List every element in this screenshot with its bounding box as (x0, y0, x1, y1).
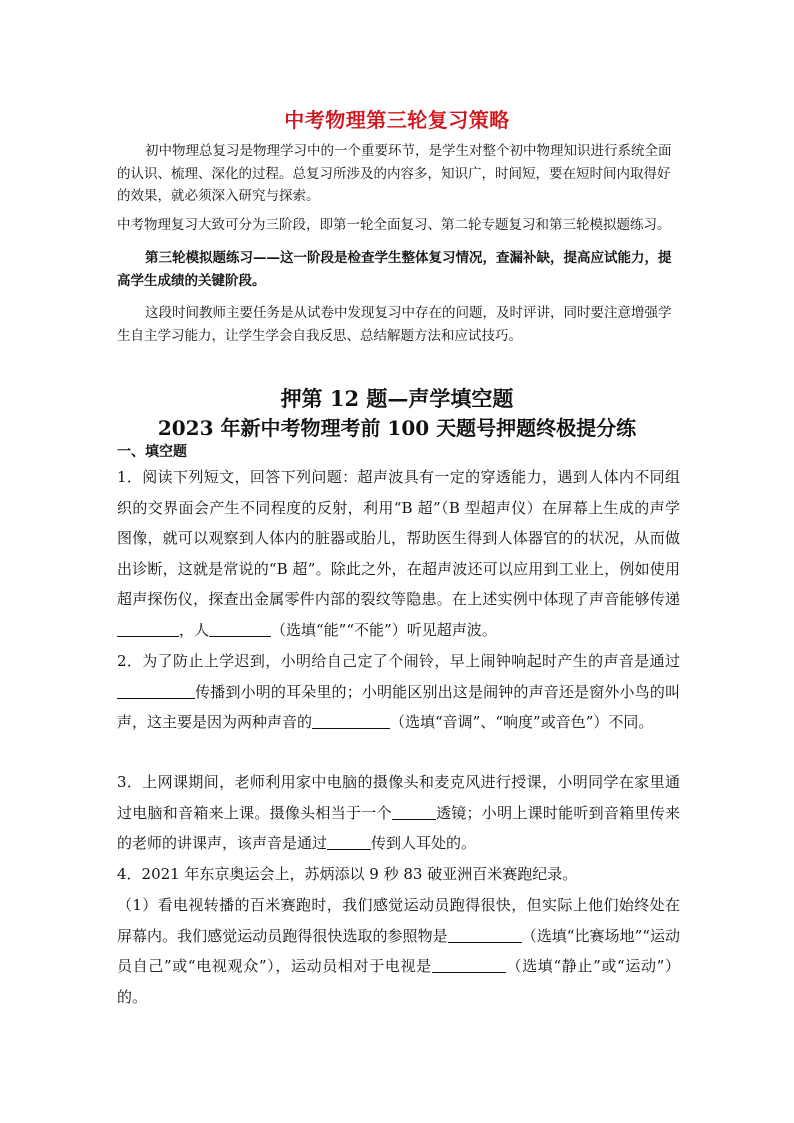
exam-heading: 押第 12 题—声学填空题 (280, 386, 514, 411)
question-3-text-c: 传到人耳处的。 (371, 834, 477, 852)
answer-blank[interactable] (312, 713, 390, 729)
question-3-text-a: 3．上网课期间，老师利用家中电脑的摄像头和麦克风进行授课，小明同学在家里通过电脑和音箱来上课。摄像头相当于一个 (117, 773, 680, 822)
question-4-1-text-b: （选填“比赛场地”“运动员自己”或“电视观众”），运动员相对于电视是 (117, 926, 680, 975)
question-4-1-text-c: （选填“静止”或“运动”）的。 (117, 957, 680, 1006)
question-2-text-c: （选填“音调”、“响度”或音色”）不同。 (390, 713, 654, 731)
answer-blank[interactable] (117, 621, 179, 637)
intro-paragraph-3: 第三轮模拟题练习——这一阶段是检查学生整体复习情况，查漏补缺，提高应试能力，提高学生成绩的关键阶段。 (117, 250, 672, 289)
answer-blank[interactable] (209, 621, 271, 637)
intro-paragraph-2: 中考物理复习大致可分为三阶段，即第一轮全面复习、第二轮专题复习和第三轮模拟题练习。 (117, 217, 671, 233)
strategy-title: 中考物理第三轮复习策略 (284, 108, 510, 132)
answer-blank[interactable] (392, 804, 436, 820)
intro-paragraph-1: 初中物理总复习是物理学习中的一个重要环节，是学生对整个初中物理知识进行系统全面的认识、梳理、深化的过程。总复习所涉及的内容多，知识广，时间短，要在短时间内取得好的效果，就必须深入研究与探索。 (117, 143, 672, 204)
question-1 (117, 462, 680, 645)
exam-subheading: 2023 年新中考物理考前 100 天题号押题终极提分练 (157, 416, 637, 440)
question-2-text-a: 2．为了防止上学迟到，小明给自己定了个闹铃，早上闹钟响起时产生的声音是通过 (117, 652, 680, 670)
question-4: 4．2021 年东京奥运会上，苏炳添以 9 秒 83 破亚洲百米赛跑纪录。 (117, 865, 578, 883)
section-title: 一、填空题 (117, 444, 187, 460)
question-1-text-c: （选填“能”“不能”）听见超声波。 (271, 620, 497, 639)
question-3 (117, 767, 680, 859)
question-1-text-a: 1．阅读下列短文，回答下列问题：超声波具有一定的穿透能力，遇到人体内不同组织的交界面会产生不同程度的反射，利用“B 超”（B 型超声仪）在屏幕上生成的声学图像，就可以观察到人体内的脏器或胎儿，帮助医生得到人体器官的的状况，从而做出诊断，这就是常说的“B 超”。除此之外，在超声波还可以应用到工业上，例如使用超声探伤仪，探查出金属零件内部的裂纹等隐患。在上述实例中体现了声音能够传递 (117, 468, 680, 608)
answer-blank[interactable] (432, 957, 506, 973)
answer-blank[interactable] (327, 834, 371, 850)
question-3-text-b: 透镜；小明上课时能听到音箱里传来的老师的讲课声，该声音是通过 (117, 803, 680, 852)
question-1-text-b: ，人 (179, 620, 210, 639)
intro-paragraph-4: 这段时间教师主要任务是从试卷中发现复习中存在的问题，及时评讲，同时要注意增强学生自主学习能力，让学生学会自我反思、总结解题方法和应试技巧。 (117, 305, 672, 344)
question-4-1-text-a: （1）看电视转播的百米赛跑时，我们感觉运动员跑得很快，但实际上他们始终处在屏幕内。我们感觉运动员跑得很快选取的参照物是 (117, 896, 680, 945)
question-2-text-b: 传播到小明的耳朵里的；小明能区别出这是闹钟的声音还是窗外小鸟的叫声，这主要是因为两种声音的 (117, 682, 680, 731)
answer-blank[interactable] (448, 927, 522, 943)
question-2 (117, 646, 680, 738)
answer-blank[interactable] (117, 683, 195, 699)
question-4-part-1 (117, 890, 680, 1012)
